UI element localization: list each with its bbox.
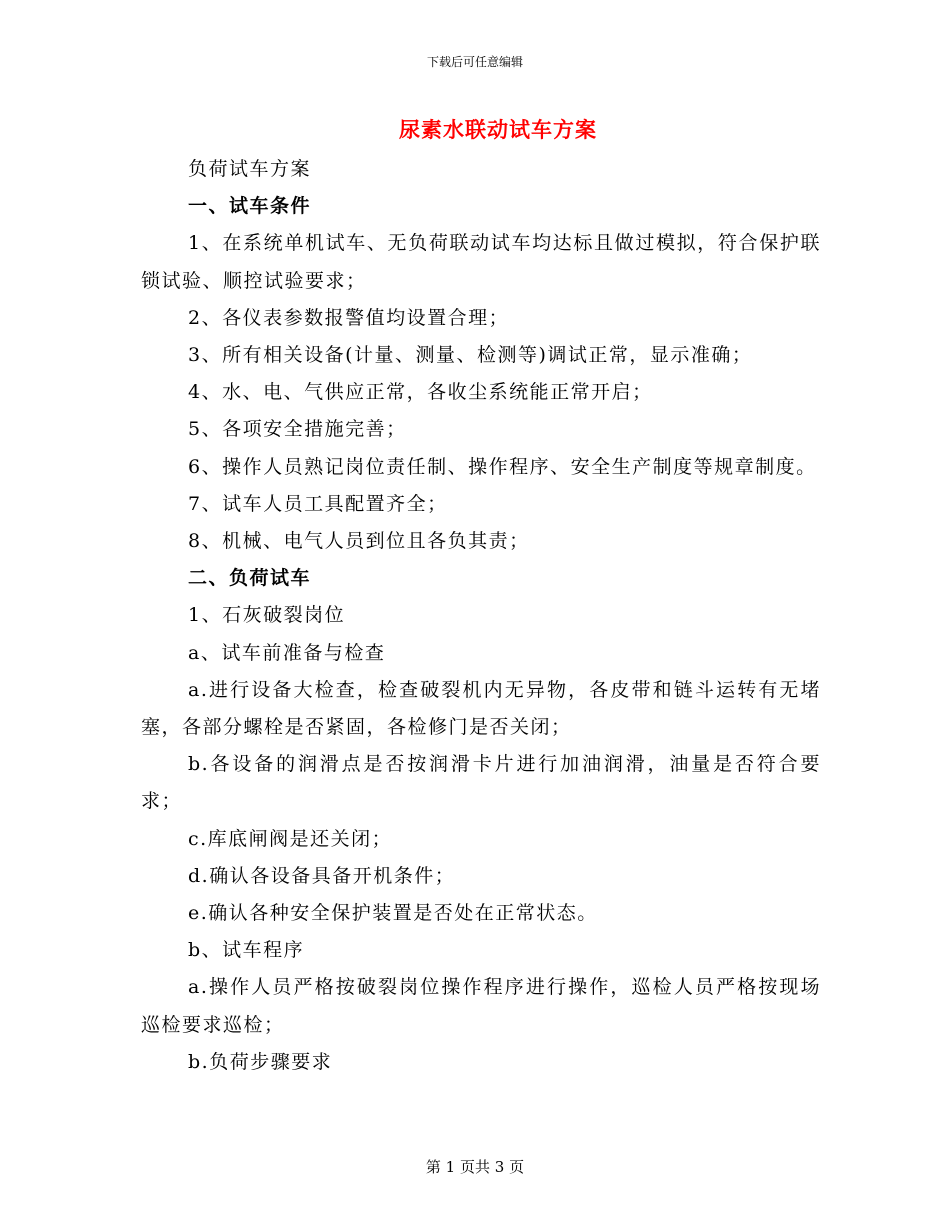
- paragraph: 2、各仪表参数报警值均设置合理；: [188, 306, 510, 329]
- paragraph: e.确认各种安全保护装置是否处在正常状态。: [188, 902, 598, 925]
- paragraph: 6、操作人员熟记岗位责任制、操作程序、安全生产制度等规章制度。: [188, 455, 817, 478]
- paragraph: 一、试车条件: [188, 195, 312, 218]
- header-note: 下载后可任意编辑: [426, 55, 523, 69]
- document-title: 尿素水联动试车方案: [399, 117, 597, 142]
- paragraph: 7、试车人员工具配置齐全；: [188, 492, 448, 515]
- paragraph: a.操作人员严格按破裂岗位操作程序进行操作，巡检人员严格按现场巡检要求巡检；: [141, 976, 821, 1036]
- paragraph: 二、负荷试车: [188, 567, 312, 590]
- paragraph: a、试车前准备与检查: [188, 641, 386, 664]
- paragraph: b、试车程序: [188, 939, 305, 962]
- paragraph: b.各设备的润滑点是否按润滑卡片进行加油润滑，油量是否符合要求；: [141, 753, 821, 813]
- paragraph: 4、水、电、气供应正常，各收尘系统能正常开启；: [188, 381, 653, 404]
- paragraph: c.库底闸阀是还关闭；: [188, 827, 393, 850]
- paragraph: 1、在系统单机试车、无负荷联动试车均达标且做过模拟，符合保护联锁试验、顺控试验要求；: [141, 232, 821, 292]
- paragraph: 5、各项安全措施完善；: [188, 418, 407, 441]
- paragraph: 8、机械、电气人员到位且各负其责；: [188, 530, 530, 553]
- paragraph: 负荷试车方案: [188, 158, 312, 180]
- paragraph: 3、所有相关设备(计量、测量、检测等)调试正常，显示准确；: [188, 344, 753, 367]
- paragraph: a.进行设备大检查，检查破裂机内无异物，各皮带和链斗运转有无堵塞，各部分螺栓是否紧固，各检修门是否关闭；: [141, 678, 821, 739]
- paragraph: 1、石灰破裂岗位: [188, 604, 346, 627]
- paragraph: d.确认各设备具备开机条件；: [188, 864, 456, 887]
- page-footer: 第 1 页共 3 页: [425, 1158, 525, 1176]
- document-body: [141, 151, 821, 1081]
- paragraph: b.负荷步骤要求: [188, 1050, 333, 1073]
